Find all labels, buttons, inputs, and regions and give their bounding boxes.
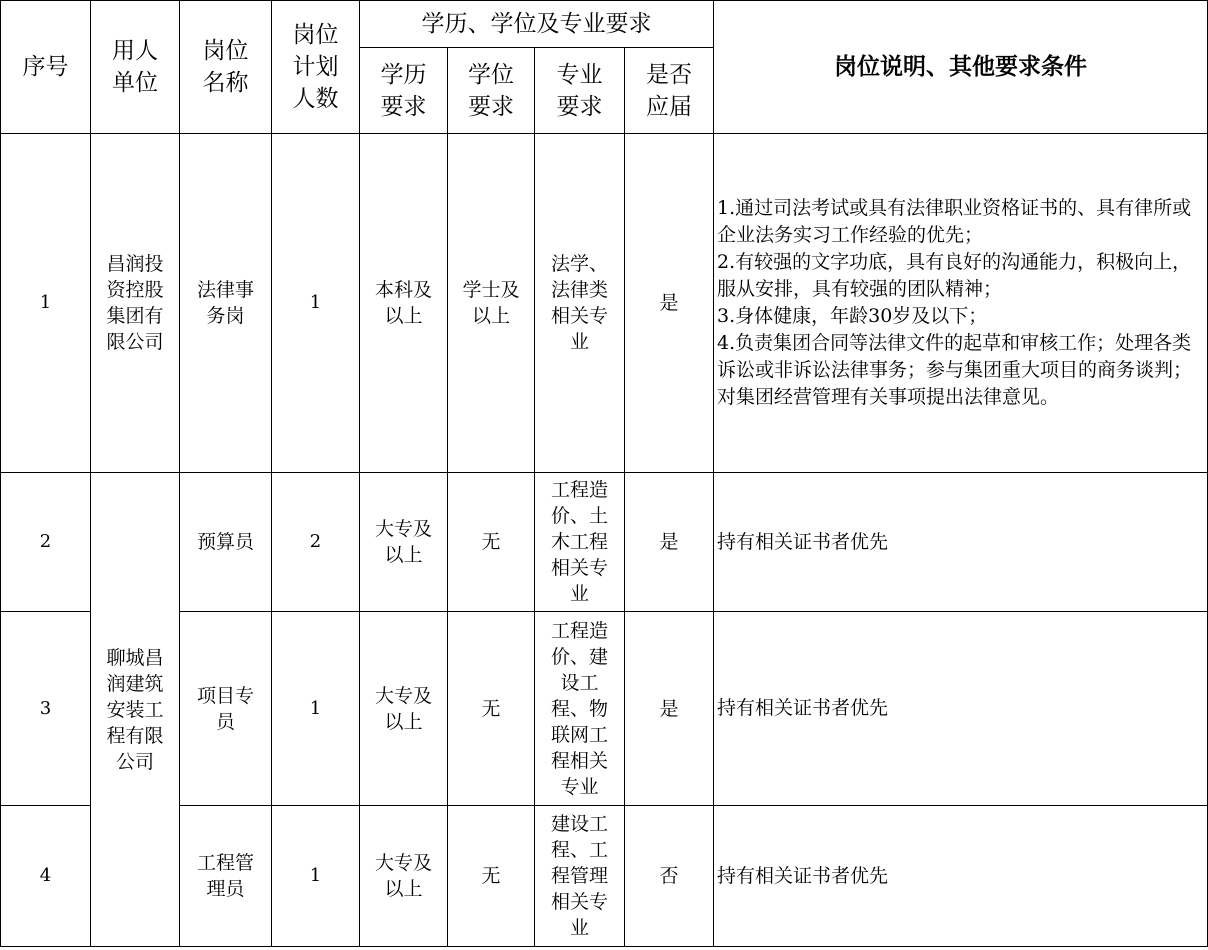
table-row (1, 612, 1208, 806)
header-fresh-grad: 是否应届 (625, 48, 714, 134)
row-major: 建设工程、工程管理相关专业 (535, 806, 625, 947)
header-plan-count: 岗位计划人数 (272, 1, 360, 134)
header-description: 岗位说明、其他要求条件 (714, 1, 1208, 134)
description-item: 4.负责集团合同等法律文件的起草和审核工作；处理各类诉讼或非诉讼法律事务；参与集团重大项目的商务谈判；对集团经营管理有关事项提出法律意见。 (717, 332, 1193, 408)
row-seq: 4 (1, 806, 91, 947)
row-position: 项目专员 (180, 612, 272, 806)
row-position: 预算员 (180, 473, 272, 612)
row-degree: 无 (448, 806, 535, 947)
row-education: 大专及以上 (360, 806, 448, 947)
row-degree: 无 (448, 612, 535, 806)
row-seq: 1 (1, 134, 91, 473)
row-count: 2 (272, 473, 360, 612)
header-education: 学历要求 (360, 48, 448, 134)
table-row (1, 473, 1208, 612)
row-major: 工程造价、土木工程相关专业 (535, 473, 625, 612)
row-description: 持有相关证书者优先 (714, 612, 1208, 806)
row-count: 1 (272, 806, 360, 947)
header-major: 专业要求 (535, 48, 625, 134)
header-row-1 (1, 1, 1208, 48)
row-major: 法学、法律类相关专业 (535, 134, 625, 473)
description-item: 1.通过司法考试或具有法律职业资格证书的、具有律所或企业法务实习工作经验的优先； (717, 197, 1192, 246)
row-degree: 无 (448, 473, 535, 612)
row-count: 1 (272, 612, 360, 806)
header-seq: 序号 (1, 1, 91, 134)
header-degree: 学位要求 (448, 48, 535, 134)
row-fresh: 是 (625, 134, 714, 473)
row-degree: 学士及以上 (448, 134, 535, 473)
row-education: 大专及以上 (360, 473, 448, 612)
row-description (714, 134, 1208, 473)
header-employer: 用人单位 (91, 1, 180, 134)
description-item: 2.有较强的文字功底，具有良好的沟通能力，积极向上，服从安排，具有较强的团队精神； (717, 251, 1192, 300)
row-education: 本科及以上 (360, 134, 448, 473)
table-row (1, 134, 1208, 473)
header-edu-group: 学历、学位及专业要求 (360, 1, 714, 48)
row-employer: 昌润投资控股集团有限公司 (91, 134, 180, 473)
row-description: 持有相关证书者优先 (714, 473, 1208, 612)
description-item: 3.身体健康，年龄30岁及以下； (717, 305, 988, 327)
row-education: 大专及以上 (360, 612, 448, 806)
table-row (1, 806, 1208, 947)
row-fresh: 是 (625, 473, 714, 612)
row-major: 工程造价、建设工程、物联网工程相关专业 (535, 612, 625, 806)
row-position: 法律事务岗 (180, 134, 272, 473)
row-employer: 聊城昌润建筑安装工程有限公司 (91, 473, 180, 947)
row-seq: 2 (1, 473, 91, 612)
row-seq: 3 (1, 612, 91, 806)
row-fresh: 是 (625, 612, 714, 806)
row-description: 持有相关证书者优先 (714, 806, 1208, 947)
row-count: 1 (272, 134, 360, 473)
row-position: 工程管理员 (180, 806, 272, 947)
row-fresh: 否 (625, 806, 714, 947)
header-position-name: 岗位名称 (180, 1, 272, 134)
